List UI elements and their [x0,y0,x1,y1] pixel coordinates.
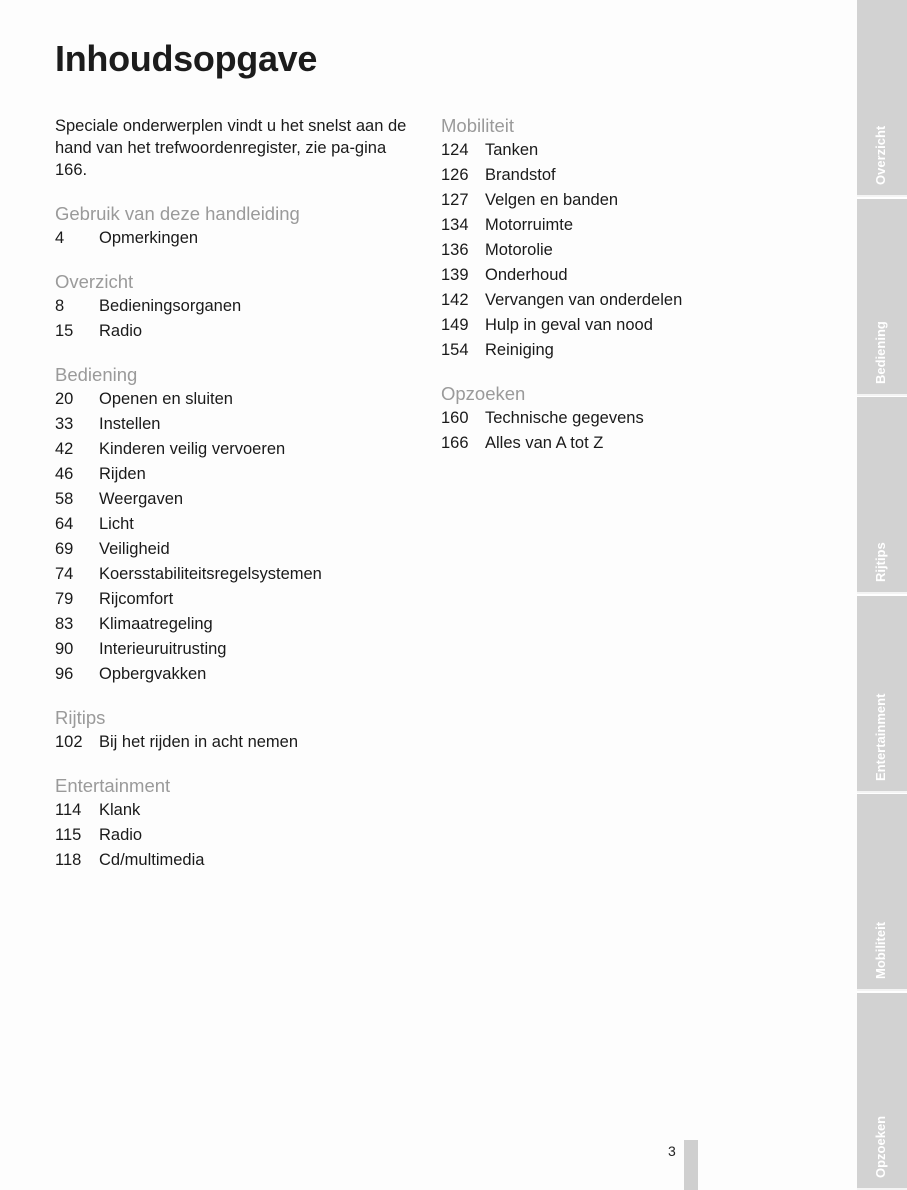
entry-page-number: 136 [441,241,469,259]
toc-entry[interactable] [441,163,821,188]
toc-entry[interactable] [55,487,425,512]
entry-label: Licht [99,515,134,533]
entry-label: Motorruimte [485,216,574,234]
entry-page-number: 90 [55,640,74,658]
side-tab-label: Entertainment [873,693,888,781]
entry-label: Vervangen van onderdelen [485,291,683,309]
toc-entry[interactable] [55,562,425,587]
entry-page-number: 124 [441,141,469,159]
side-tab-label: Opzoeken [873,1115,888,1178]
entry-page-number: 142 [441,291,469,309]
entry-page-number: 127 [441,191,469,209]
entry-label: Openen en sluiten [99,390,233,408]
toc-section [55,201,425,251]
entry-label: Klimaatregeling [99,615,213,633]
entry-label: Veiligheid [99,540,170,558]
section-title: Mobiliteit [441,115,514,136]
entry-page-number: 74 [55,565,74,583]
side-tab-opzoeken[interactable] [857,993,907,1190]
entry-label: Radio [99,826,143,844]
entry-label: Kinderen veilig vervoeren [99,440,286,458]
intro-text: Speciale onderwerplen vindt u het snelst aan de hand van het trefwoordenregister, zie pa-gina 166. [55,117,407,179]
entry-label: Radio [99,322,143,340]
toc-entry[interactable] [55,319,425,344]
page-title: Inhoudsopgave [55,38,318,79]
entry-label: Technische gegevens [485,409,644,427]
entry-page-number: 46 [55,465,74,483]
toc-section [441,381,821,456]
entry-page-number: 64 [55,515,74,533]
entry-label: Brandstof [485,166,556,184]
toc-entry[interactable] [441,406,821,431]
toc-entry[interactable] [55,226,425,251]
entry-page-number: 79 [55,590,74,608]
toc-entry[interactable] [55,587,425,612]
entry-label: Interieuruitrusting [99,640,227,658]
section-title: Opzoeken [441,383,526,404]
right-sections [441,113,821,456]
entry-page-number: 118 [55,851,82,869]
side-tab-mobiliteit[interactable] [857,794,907,991]
entry-label: Hulp in geval van nood [485,316,653,334]
toc-section [55,269,425,344]
entry-label: Tanken [485,141,539,159]
toc-entry[interactable] [55,537,425,562]
side-tab-label: Overzicht [873,125,888,185]
toc-section [441,113,821,363]
entry-label: Alles van A tot Z [485,434,604,452]
toc-entry[interactable] [55,294,425,319]
entry-page-number: 4 [55,229,65,247]
entry-label: Motorolie [485,241,553,259]
entry-label: Bij het rijden in acht nemen [99,733,299,751]
entry-page-number: 58 [55,490,74,508]
toc-entry[interactable] [55,437,425,462]
toc-section [55,773,425,873]
entry-label: Velgen en banden [485,191,619,209]
entry-page-number: 134 [441,216,469,234]
entry-page-number: 139 [441,266,469,284]
section-title: Entertainment [55,775,171,796]
section-title: Rijtips [55,707,106,728]
entry-page-number: 126 [441,166,469,184]
entry-page-number: 15 [55,322,74,340]
entry-label: Onderhoud [485,266,568,284]
toc-left-column [55,115,425,891]
entry-page-number: 154 [441,341,469,359]
side-tab-label: Bediening [873,321,888,384]
side-tab-entertainment[interactable] [857,596,907,793]
entry-label: Weergaven [99,490,184,508]
toc-entry[interactable] [55,730,425,755]
entry-page-number: 33 [55,415,74,433]
side-tab-label: Rijtips [873,542,888,582]
side-tab-overzicht[interactable] [857,0,907,197]
toc-right-column [441,113,821,474]
page-marker-bar [684,1140,698,1190]
entry-label: Cd/multimedia [99,851,205,869]
entry-page-number: 96 [55,665,74,683]
toc-entry[interactable] [441,238,821,263]
entry-page-number: 20 [55,390,74,408]
side-tab-strip [857,0,907,1190]
toc-entry[interactable] [55,637,425,662]
toc-entry[interactable] [55,798,425,823]
toc-entry[interactable] [441,138,821,163]
toc-entry[interactable] [55,662,425,687]
entry-label: Instellen [99,415,161,433]
toc-entry[interactable] [441,288,821,313]
toc-entry[interactable] [441,263,821,288]
left-sections [55,201,425,873]
toc-entry[interactable] [55,462,425,487]
toc-section [55,362,425,687]
entry-label: Reiniging [485,341,554,359]
toc-entry[interactable] [55,848,425,873]
entry-label: Rijcomfort [99,590,174,608]
entry-label: Koersstabiliteitsregelsystemen [99,565,322,583]
side-tab-bediening[interactable] [857,199,907,396]
section-title: Gebruik van deze handleiding [55,203,300,224]
entry-page-number: 8 [55,297,65,315]
toc-entry[interactable] [441,313,821,338]
entry-page-number: 166 [441,434,469,452]
toc-entry[interactable] [55,823,425,848]
toc-entry[interactable] [55,512,425,537]
toc-entry[interactable] [55,387,425,412]
toc-section [55,705,425,755]
entry-page-number: 115 [55,826,82,844]
toc-entry[interactable] [441,188,821,213]
toc-entry[interactable] [441,431,821,456]
entry-page-number: 83 [55,615,74,633]
toc-entry[interactable] [441,338,821,363]
section-title: Overzicht [55,271,134,292]
page-number: 3 [668,1143,676,1159]
section-title: Bediening [55,364,138,385]
entry-label: Opbergvakken [99,665,207,683]
side-tab-rijtips[interactable] [857,397,907,594]
side-tab-label: Mobiliteit [873,921,888,979]
toc-entry[interactable] [55,412,425,437]
entry-label: Opmerkingen [99,229,199,247]
toc-entry[interactable] [55,612,425,637]
entry-label: Rijden [99,465,146,483]
entry-label: Klank [99,801,141,819]
entry-page-number: 69 [55,540,74,558]
entry-label: Bedieningsorganen [99,297,242,315]
toc-entry[interactable] [441,213,821,238]
entry-page-number: 42 [55,440,74,458]
entry-page-number: 149 [441,316,469,334]
entry-page-number: 160 [441,409,469,427]
entry-page-number: 114 [55,801,82,819]
entry-page-number: 102 [55,733,83,751]
